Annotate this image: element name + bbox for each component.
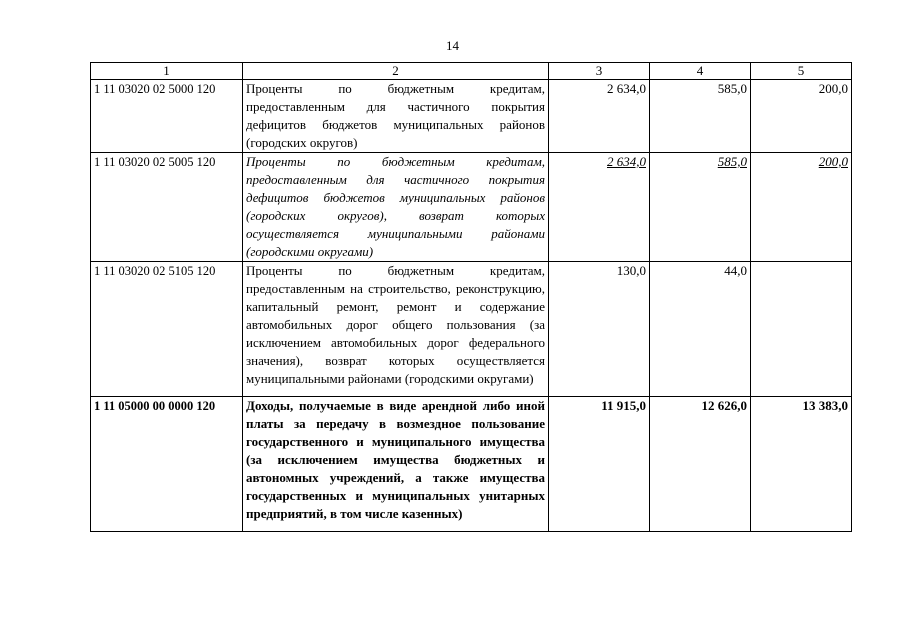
amount-col-5: 13 383,0 xyxy=(751,397,852,532)
table-header-row xyxy=(91,63,852,80)
revenue-description: Проценты по бюджетным кредитам, предоставленным для частичного покрытия дефицитов бюджетов муниципальных районов (городских округов), возврат которых осуществляется муниципальными районами (городскими округами) xyxy=(243,153,549,262)
column-number-1: 1 xyxy=(91,63,243,80)
amount-col-5: 200,0 xyxy=(751,153,852,262)
amount-col-3: 2 634,0 xyxy=(549,153,650,262)
column-number-4: 4 xyxy=(650,63,751,80)
column-number-2: 2 xyxy=(243,63,549,80)
table-row xyxy=(91,153,852,262)
budget-code: 1 11 05000 00 0000 120 xyxy=(91,397,243,532)
table-row xyxy=(91,397,852,532)
table-row xyxy=(91,80,852,153)
revenue-description: Доходы, получаемые в виде арендной либо иной платы за передачу в возмездное пользование государственного и муниципального имущества (за исключением имущества бюджетных и автономных учреждений, а также имущества государственных и муниципальных унитарных предприятий, в том числе казенных) xyxy=(243,397,549,532)
revenue-description: Проценты по бюджетным кредитам, предоставленным для частичного покрытия дефицитов бюджетов муниципальных районов (городских округов) xyxy=(243,80,549,153)
budget-code: 1 11 03020 02 5105 120 xyxy=(91,262,243,397)
amount-col-4: 12 626,0 xyxy=(650,397,751,532)
table-row xyxy=(91,262,852,397)
revenue-table xyxy=(90,62,852,532)
amount-col-4: 585,0 xyxy=(650,80,751,153)
amount-col-3: 11 915,0 xyxy=(549,397,650,532)
budget-code: 1 11 03020 02 5000 120 xyxy=(91,80,243,153)
amount-col-3: 130,0 xyxy=(549,262,650,397)
page-number: 14 xyxy=(446,38,459,53)
amount-col-5 xyxy=(751,262,852,397)
column-number-3: 3 xyxy=(549,63,650,80)
amount-col-3: 2 634,0 xyxy=(549,80,650,153)
amount-col-4: 44,0 xyxy=(650,262,751,397)
amount-col-5: 200,0 xyxy=(751,80,852,153)
revenue-description: Проценты по бюджетным кредитам, предоставленным на строительство, реконструкцию, капитальный ремонт, ремонт и содержание автомобильных дорог общего пользования (за исключением автомобильных дорог федерального значения), возврат которых осуществляется муниципальными районами (городскими округами) xyxy=(243,262,549,397)
budget-code: 1 11 03020 02 5005 120 xyxy=(91,153,243,262)
column-number-5: 5 xyxy=(751,63,852,80)
amount-col-4: 585,0 xyxy=(650,153,751,262)
